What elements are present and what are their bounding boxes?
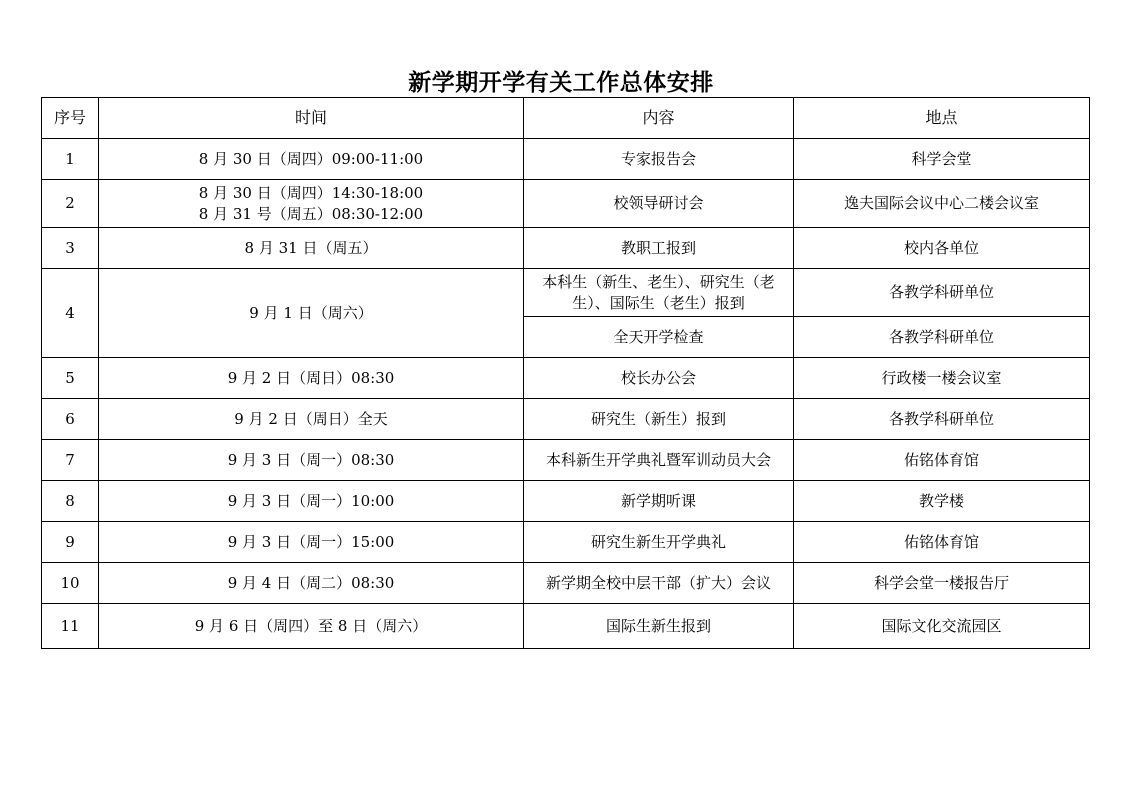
row-no: 11 [42,604,99,649]
row-time: 9 月 1 日（周六） [99,269,524,358]
row-no: 1 [42,139,99,180]
row-time: 9 月 6 日（周四）至 8 日（周六） [99,604,524,649]
header-no: 序号 [42,98,99,139]
table-header-row [42,98,1090,139]
row-place: 科学会堂一楼报告厅 [794,563,1090,604]
header-time: 时间 [99,98,524,139]
row-place: 国际文化交流园区 [794,604,1090,649]
row-no: 9 [42,522,99,563]
row-content: 新学期听课 [524,481,794,522]
row-place: 科学会堂 [794,139,1090,180]
row-time: 9 月 3 日（周一）10:00 [99,481,524,522]
row-time: 8 月 31 日（周五） [99,228,524,269]
row-time: 9 月 3 日（周一）08:30 [99,440,524,481]
row-content: 全天开学检查 [524,317,794,358]
header-content: 内容 [524,98,794,139]
row-content: 国际生新生报到 [524,604,794,649]
row-no: 7 [42,440,99,481]
table-row [42,269,1090,317]
row-place: 佑铭体育馆 [794,440,1090,481]
row-content: 校领导研讨会 [524,180,794,228]
row-time [99,180,524,228]
table-row [42,358,1090,399]
table-row [42,180,1090,228]
row-no: 3 [42,228,99,269]
row-no: 8 [42,481,99,522]
row-no: 5 [42,358,99,399]
row-content: 本科生（新生、老生）、研究生（老生）、国际生（老生）报到 [524,269,794,317]
row-place: 校内各单位 [794,228,1090,269]
row-place: 佑铭体育馆 [794,522,1090,563]
row-time: 9 月 2 日（周日）08:30 [99,358,524,399]
row-time: 9 月 2 日（周日）全天 [99,399,524,440]
header-place: 地点 [794,98,1090,139]
row-no: 10 [42,563,99,604]
row-place: 逸夫国际会议中心二楼会议室 [794,180,1090,228]
table-row [42,563,1090,604]
row-no: 4 [42,269,99,358]
row-no: 6 [42,399,99,440]
table-row [42,139,1090,180]
table-row [42,522,1090,563]
row-place: 各教学科研单位 [794,269,1090,317]
table-row [42,440,1090,481]
row-content: 新学期全校中层干部（扩大）会议 [524,563,794,604]
row-place: 各教学科研单位 [794,317,1090,358]
row-time-line: 8 月 31 号（周五）08:30-12:00 [198,204,424,223]
row-content: 教职工报到 [524,228,794,269]
row-content: 本科新生开学典礼暨军训动员大会 [524,440,794,481]
row-time: 9 月 4 日（周二）08:30 [99,563,524,604]
row-place: 各教学科研单位 [794,399,1090,440]
schedule-table [41,97,1090,649]
row-time-line: 8 月 30 日（周四）14:30-18:00 [198,184,424,203]
row-time: 8 月 30 日（周四）09:00-11:00 [99,139,524,180]
table-row [42,228,1090,269]
row-place: 教学楼 [794,481,1090,522]
row-content: 校长办公会 [524,358,794,399]
document-title: 新学期开学有关工作总体安排 [408,69,714,96]
row-no: 2 [42,180,99,228]
table-row [42,399,1090,440]
row-place: 行政楼一楼会议室 [794,358,1090,399]
row-content: 专家报告会 [524,139,794,180]
table-row [42,604,1090,649]
row-time: 9 月 3 日（周一）15:00 [99,522,524,563]
row-content: 研究生（新生）报到 [524,399,794,440]
table-row [42,481,1090,522]
row-content: 研究生新生开学典礼 [524,522,794,563]
